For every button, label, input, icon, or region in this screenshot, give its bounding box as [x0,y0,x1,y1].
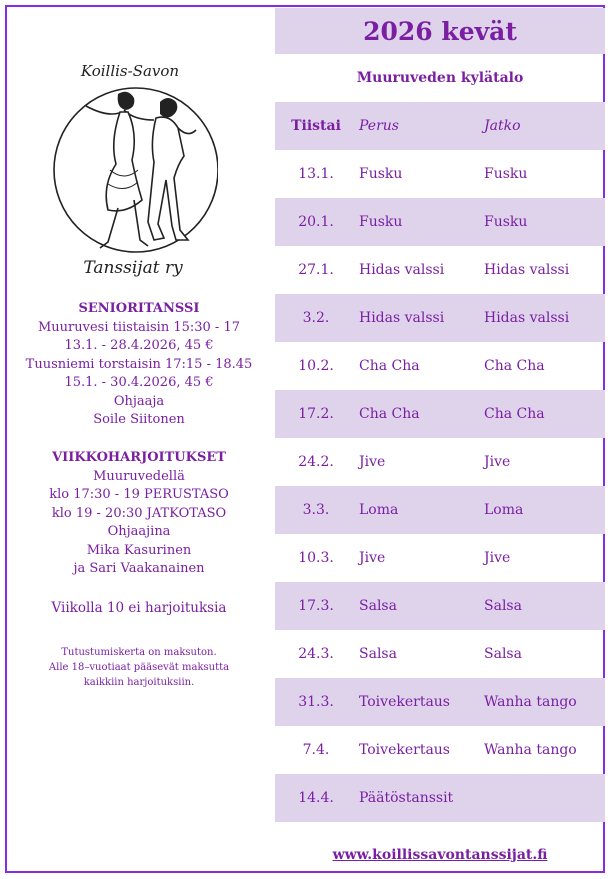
advanced-cell: Cha Cha [484,406,545,422]
club-logo [48,50,218,285]
day-header: Tiistai [291,118,341,134]
date-cell: 17.2. [298,406,334,422]
weekly-line: ja Sari Vaakanainen [73,561,205,576]
advanced-cell [484,774,604,822]
weekly-line: Ohjaajina [107,524,171,539]
basic-cell: Cha Cha [359,358,420,374]
table-row [275,486,605,534]
header-row [275,102,605,150]
basic-cell: Salsa [359,598,397,614]
basic-cell: Fusku [359,214,403,230]
note-line: Alle 18–vuotiaat pääsevät maksutta [48,662,230,673]
website-link[interactable]: www.koillissavontanssijat.fi [332,847,548,863]
schedule-title: 2026 kevät [363,16,517,46]
venue-name: Muuruveden kylätalo [356,70,524,86]
senior-dance-info [8,300,270,430]
logo-bottom-text: Tanssijat ry [83,258,183,278]
date-cell: 13.1. [298,166,334,182]
date-cell: 20.1. [298,214,334,230]
advanced-header: Jatko [484,118,521,134]
table-row [275,582,605,630]
date-cell: 10.2. [298,358,334,374]
advanced-cell: Wanha tango [484,694,577,710]
senior-line: Tuusniemi torstaisin 17:15 - 18.45 [25,356,253,372]
no-practice-notice: Viikolla 10 ei harjoituksia [51,600,227,616]
table-row [275,150,605,198]
basic-cell: Päätöstanssit [359,790,454,806]
schedule-title-row [275,8,605,54]
basic-cell: Toivekertaus [359,742,450,758]
basic-cell: Hidas valssi [359,262,445,278]
basic-cell: Cha Cha [359,406,420,422]
date-cell: 14.4. [298,790,334,806]
basic-header: Perus [359,118,399,134]
dancers-logo-image [48,50,218,285]
senior-line: 13.1. - 28.4.2026, 45 € [64,338,214,353]
weekly-heading: VIIKKOHARJOITUKSET [52,450,226,465]
senior-heading: SENIORITANSSI [78,301,200,316]
free-trial-note [8,645,270,690]
weekly-line: klo 17:30 - 19 PERUSTASO [49,487,229,502]
date-cell: 7.4. [302,742,330,758]
basic-cell: Fusku [359,166,403,182]
date-cell: 17.3. [298,598,334,614]
basic-cell: Hidas valssi [359,310,445,326]
advanced-cell: Hidas valssi [484,310,570,326]
date-cell: 31.3. [298,694,334,710]
date-cell: 24.2. [298,454,334,470]
note-line: Tutustumiskerta on maksuton. [61,647,217,658]
advanced-cell: Salsa [484,598,522,614]
table-row [275,726,605,774]
advanced-cell: Jive [484,454,511,470]
table-row [275,294,605,342]
schedule-table [275,8,605,822]
basic-cell: Jive [359,550,386,566]
weekly-line: Mika Kasurinen [86,542,192,558]
date-cell: 10.3. [298,550,334,566]
table-row [275,630,605,678]
table-row [275,774,605,822]
weekly-line: Muuruvedellä [93,468,185,484]
basic-cell: Jive [359,454,386,470]
weekly-line: klo 19 - 20:30 JATKOTASO [51,505,227,521]
senior-line: Ohjaaja [113,393,165,409]
left-panel [8,8,270,868]
advanced-cell: Fusku [484,166,528,182]
weekly-practice-info [8,449,270,579]
advanced-cell: Fusku [484,214,528,230]
basic-cell: Toivekertaus [359,694,450,710]
logo-top-text: Koillis-Savon [80,62,180,80]
venue-row [275,54,605,102]
advanced-cell: Hidas valssi [484,262,570,278]
advanced-cell: Wanha tango [484,742,577,758]
advanced-cell: Cha Cha [484,358,545,374]
date-cell: 3.2. [302,310,330,326]
date-cell: 27.1. [298,262,334,278]
senior-line: Muuruvesi tiistaisin 15:30 - 17 [38,319,240,335]
senior-line: 15.1. - 30.4.2026, 45 € [64,375,214,390]
advanced-cell: Loma [484,502,524,518]
basic-cell: Salsa [359,646,397,662]
date-cell: 24.3. [298,646,334,662]
date-cell: 3.3. [302,502,330,518]
table-row [275,198,605,246]
table-row [275,246,605,294]
senior-line: Soile Siitonen [93,412,185,427]
table-row [275,678,605,726]
table-row [275,438,605,486]
basic-cell: Loma [359,502,399,518]
advanced-cell: Jive [484,550,511,566]
table-row [275,390,605,438]
table-row [275,534,605,582]
table-row [275,342,605,390]
advanced-cell: Salsa [484,646,522,662]
note-line: kaikkiin harjoituksiin. [83,677,195,688]
